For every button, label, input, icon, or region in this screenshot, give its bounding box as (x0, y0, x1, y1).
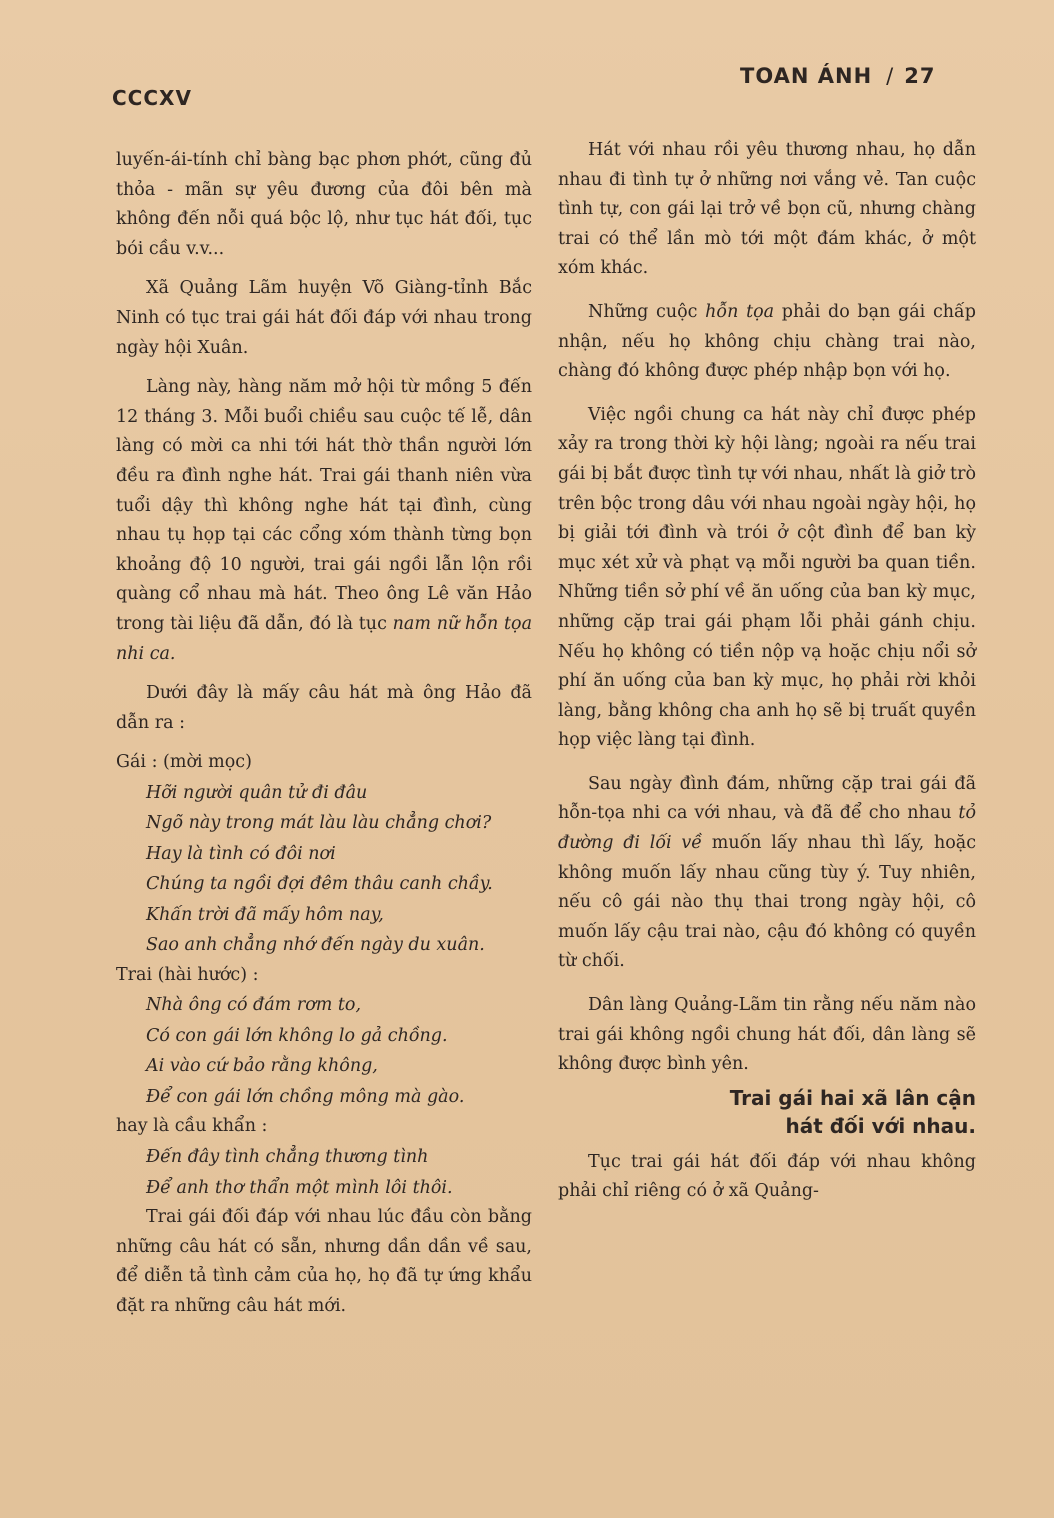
paragraph: luyến-ái-tính chỉ bàng bạc phơn phớt, cũng đủ thỏa - mãn sự yêu đương của đôi bên mà không đến nỗi quá bộc lộ, như tục hát đối, tục bói cầu v.v... (116, 150, 532, 259)
verse-line: Để anh thơ thẩn một mình lôi thôi. (146, 1177, 453, 1198)
page-number: 27 (904, 64, 936, 88)
chapter-number: CCCXV (112, 86, 192, 110)
header-separator: / (886, 64, 895, 88)
section-heading-line: hát đối với nhau. (785, 1113, 976, 1138)
verse-line: Ngõ này trong mát làu làu chẳng chơi? (146, 813, 492, 834)
verse-line: Đến đây tình chẳng thương tình (146, 1147, 429, 1168)
right-column (558, 136, 976, 1207)
running-header (740, 64, 935, 88)
paragraph-text: phải do bạn gái chấp nhận, nếu họ không chịu chàng trai nào, chàng đó không được phép nhập bọn với họ. (558, 301, 976, 382)
verse-label: Trai (hài hước) : (116, 964, 259, 985)
author-name: TOAN ÁNH (740, 64, 873, 88)
paragraph: Dân làng Quảng-Lãm tin rằng nếu năm nào trai gái không ngồi chung hát đối, dân làng sẽ không được bình yên. (558, 995, 976, 1075)
left-column (116, 146, 532, 1321)
italic-term: tỏ đường đi lối về (558, 803, 976, 854)
paragraph: Xã Quảng Lãm huyện Võ Giàng-tỉnh Bắc Ninh có tục trai gái hát đối đáp với nhau trong ngày hội Xuân. (116, 278, 532, 358)
section-heading-line: Trai gái hai xã lân cận (729, 1085, 976, 1110)
paragraph-text: Làng này, hàng năm mở hội từ mồng 5 đến 12 tháng 3. Mỗi buổi chiều sau cuộc tế lễ, dân làng có mời ca nhi tới hát thờ thần người lớn đều ra đình nghe hát. Trai gái thanh niên vừa tuổi dậy thì không nghe hát tại đình, cùng nhau tụ họp tại các cổng xóm thành từng bọn khoảng độ 10 người, trai gái ngồi lẫn lộn rồi quàng cổ nhau mà hát. Theo ông Lê văn Hảo trong tài liệu đã dẫn, đó là tục (116, 377, 532, 634)
paragraph: Trai gái đối đáp với nhau lúc đầu còn bằng những câu hát có sẵn, nhưng dần dần về sau, để diễn tả tình cảm của họ, họ đã tự ứng khẩu đặt ra những câu hát mới. (116, 1207, 532, 1316)
paragraph (116, 373, 532, 669)
verse-block (116, 1142, 532, 1203)
paragraph-text: Những cuộc (588, 301, 706, 322)
verse-line: Hay là tình có đôi nơi (146, 843, 336, 864)
verse-block (116, 990, 532, 1112)
verse-line: Có con gái lớn không lo gả chồng. (146, 1025, 448, 1046)
verse-line: Ai vào cứ bảo rằng không, (146, 1056, 378, 1077)
verse-line: Khấn trời đã mấy hôm nay, (146, 904, 384, 925)
paragraph-text: Sau ngày đình đám, những cặp trai gái đã hỗn-tọa nhi ca với nhau, và đã để cho nhau (558, 773, 976, 824)
paragraph: Dưới đây là mấy câu hát mà ông Hảo đã dẫn ra : (116, 683, 532, 733)
paragraph (558, 298, 976, 387)
verse-line: Hỡi người quân tử đi đâu (146, 782, 368, 803)
paragraph: Tục trai gái hát đối đáp với nhau không phải chỉ riêng có ở xã Quảng- (558, 1151, 976, 1202)
italic-term: nam nữ hỗn tọa nhi ca. (116, 613, 533, 664)
paragraph: Việc ngồi chung ca hát này chỉ được phép xảy ra trong thời kỳ hội làng; ngoài ra nếu trai gái bị bắt được tình tự với nhau, nhất là giở trò trên bộc trong dâu với nhau ngoài ngày hội, họ bị giải tới đình và trói ở cột đình để ban kỳ mục xét xử và phạt vạ mỗi người ba quan tiền. Những tiền sở phí về ăn uống của ban kỳ mục, những cặp trai gái phạm lỗi phải gánh chịu. Nếu họ không có tiền nộp vạ hoặc chịu nổi sở phí ăn uống của ban kỳ mục, họ phải rời khỏi làng, bằng không cha anh họ sẽ bị truất quyền họp việc làng tại đình. (558, 404, 976, 751)
verse-line: Chúng ta ngồi đợi đêm thâu canh chầy. (146, 874, 493, 895)
section-heading (558, 1084, 976, 1140)
verse-line: Sao anh chẳng nhớ đến ngày du xuân. (146, 935, 485, 956)
paragraph: Hát với nhau rồi yêu thương nhau, họ dẫn nhau đi tình tự ở những nơi vắng vẻ. Tan cuộc tình tự, con gái lại trở về bọn cũ, nhưng chàng trai có thể lần mò tới một đám khác, ở một xóm khác. (558, 140, 976, 279)
italic-term: hỗn tọa (705, 301, 775, 322)
verse-line: Nhà ông có đám rơm to, (146, 995, 362, 1016)
paragraph-text: muốn lấy nhau thì lấy, hoặc không muốn lấy nhau cũng tùy ý. Tuy nhiên, nếu cô gái nào thụ thai trong ngày hội, cô muốn lấy cậu trai nào, cậu đó không có quyền từ chối. (558, 833, 976, 972)
verse-label: hay là cầu khẩn : (116, 1116, 268, 1137)
verse-line: Để con gái lớn chồng mông mà gào. (146, 1086, 465, 1107)
verse-label: Gái : (mời mọc) (116, 752, 252, 773)
paragraph (558, 770, 976, 977)
verse-block (116, 778, 532, 961)
